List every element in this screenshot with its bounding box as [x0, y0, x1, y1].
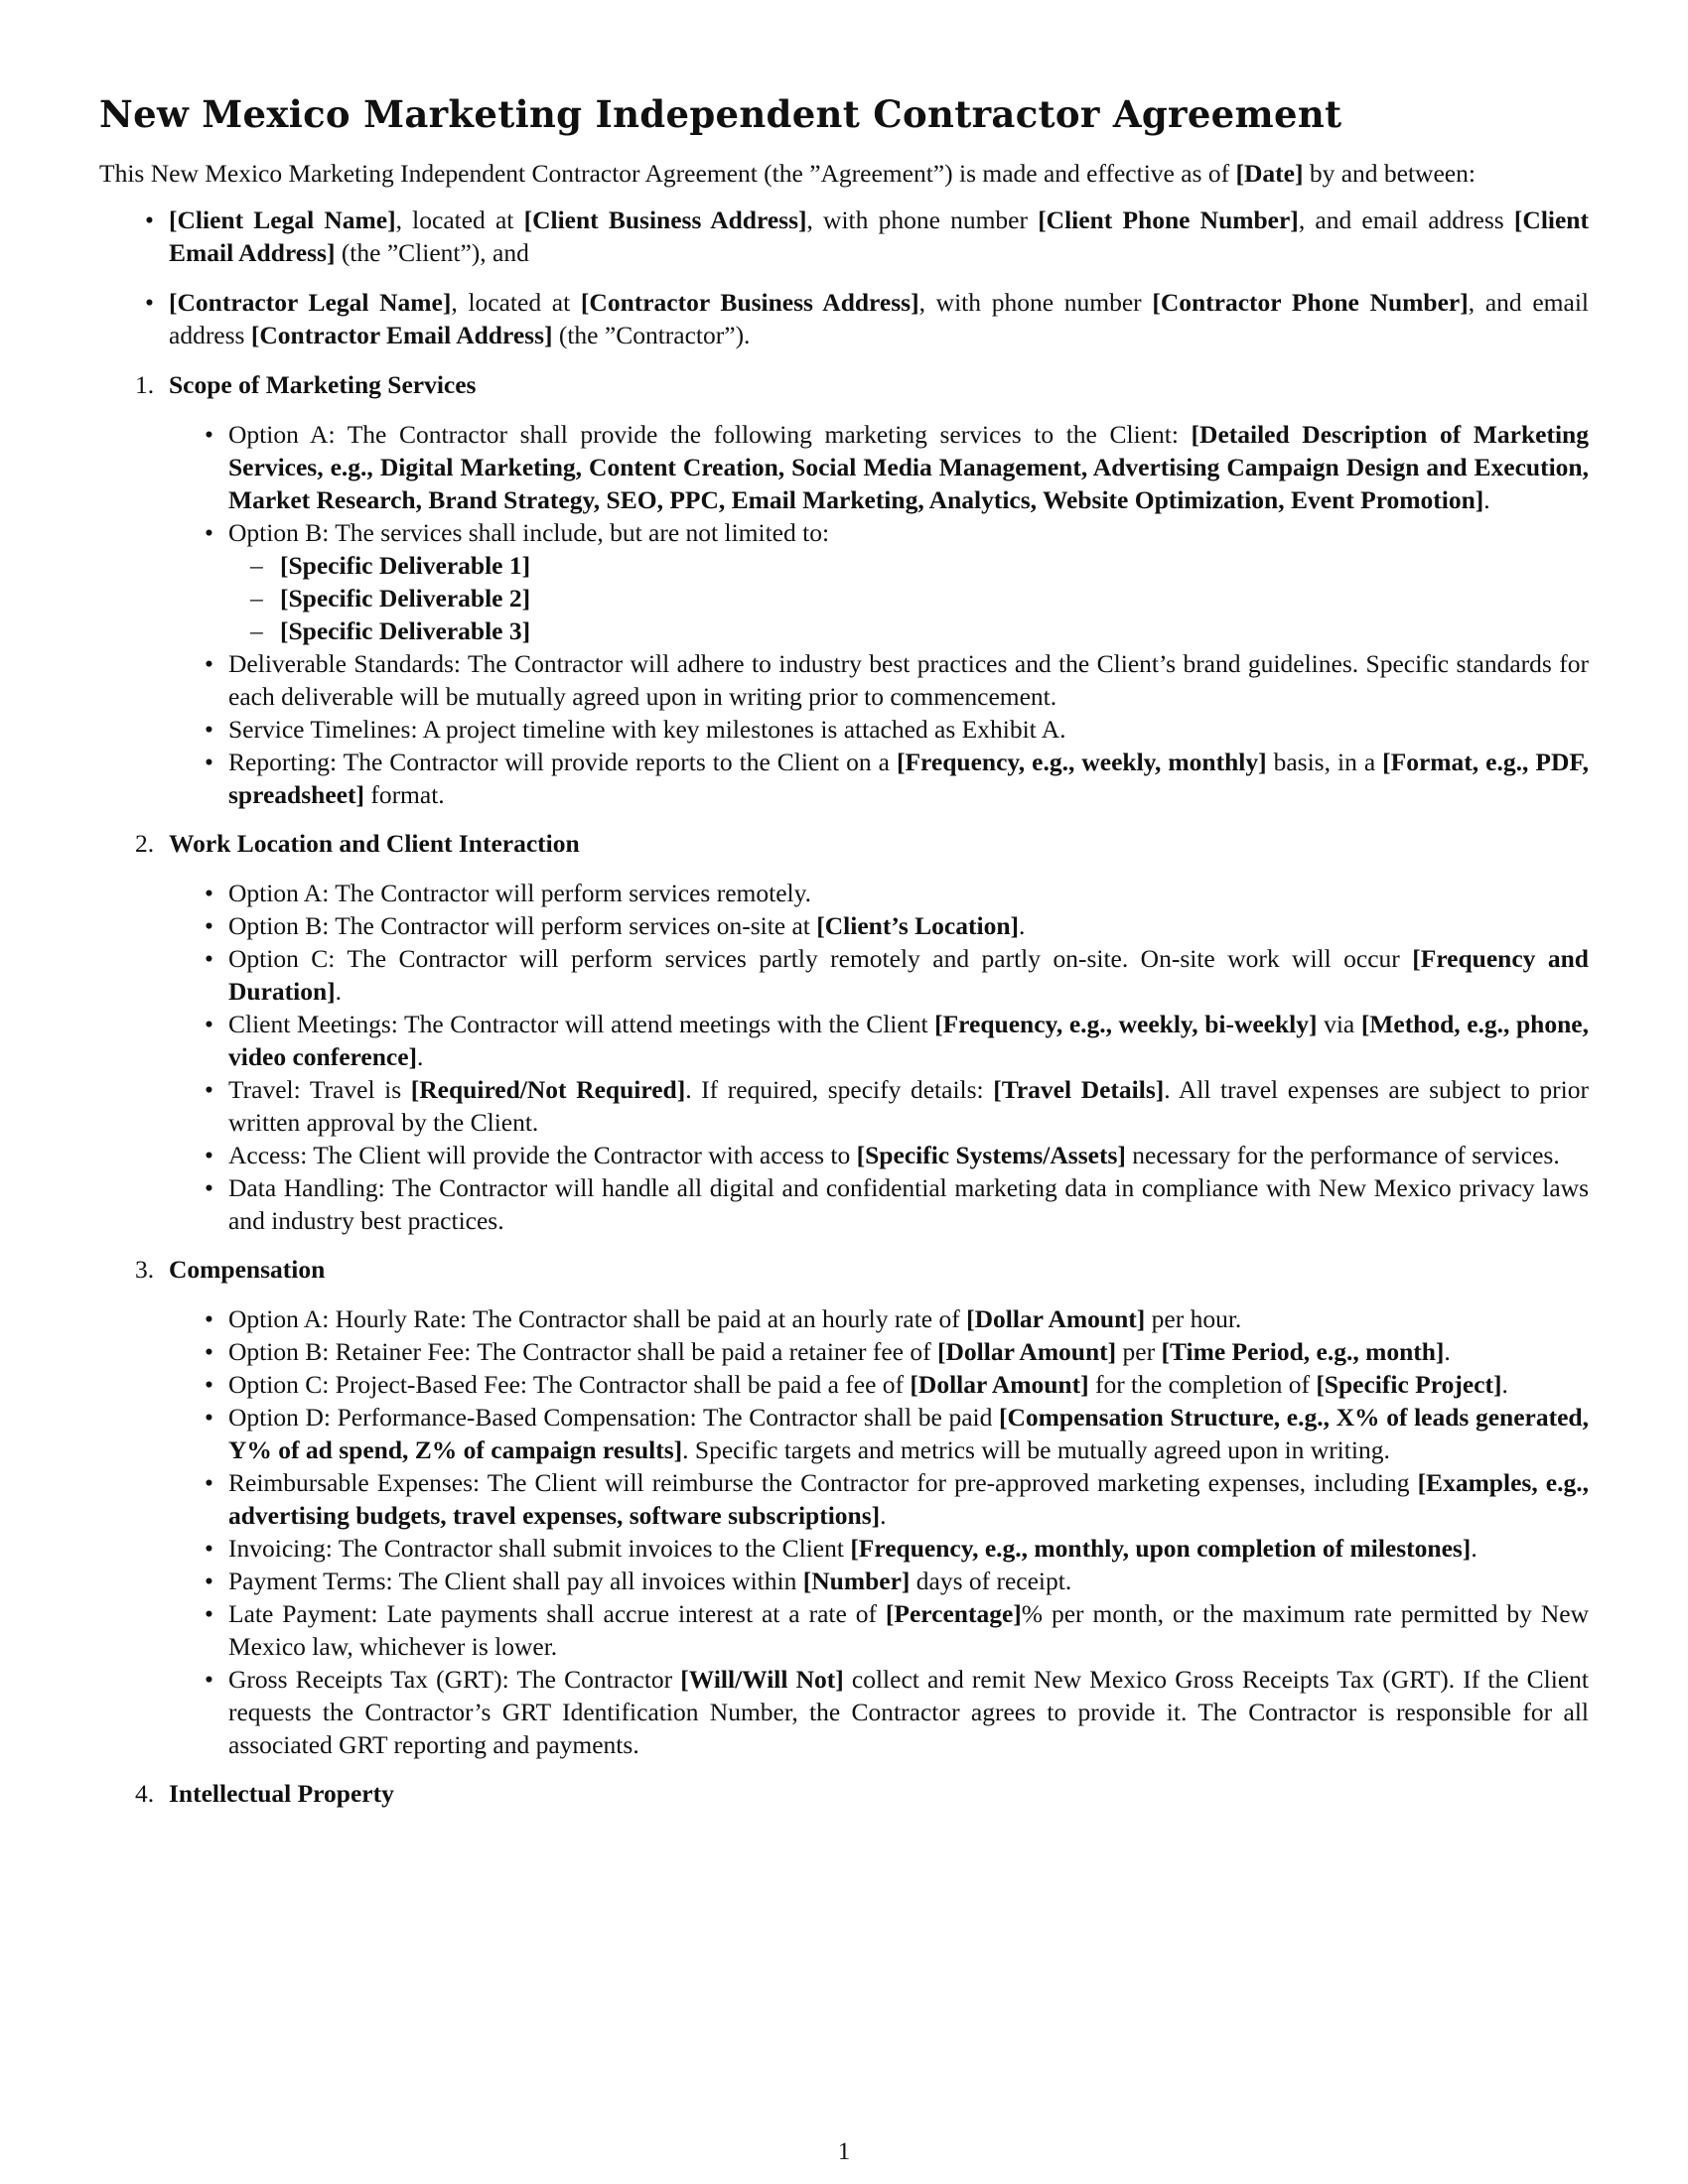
deliverable-item [228, 549, 1589, 582]
placeholder-field: [Client Phone Number] [1038, 205, 1299, 234]
section-number: 4. [135, 1779, 155, 1808]
placeholder-field: [Contractor Email Address] [250, 321, 553, 349]
clause-item: • Option B: The Contractor will perform services on-site at [Client’s Location]. [169, 909, 1589, 942]
placeholder-field: [Specific Deliverable 1] [280, 551, 531, 580]
placeholder-field: [Contractor Phone Number] [1152, 288, 1469, 317]
placeholder-field: [Time Period, e.g., month] [1161, 1337, 1445, 1366]
clause-item: • Option D: Performance-Based Compensation: The Contractor shall be paid [Compensation Structure, e.g., X% of leads generated, Y% of ad spend, Z% of campaign results]. Specific targets and metrics will be mutually agreed upon in writing. [169, 1401, 1589, 1466]
clause-item: • Option B: Retainer Fee: The Contractor shall be paid a retainer fee of [Dollar Amount] per [Time Period, e.g., month]. [169, 1335, 1589, 1368]
clause-item: • Option B: The services shall include, but are not limited to: – [Specific Deliverable 1] – [Specific Deliverable 2] – [Specific Deliverable 3] [169, 516, 1589, 647]
placeholder-field: [Examples, e.g., advertising budgets, travel expenses, software subscriptions] [228, 1468, 1589, 1530]
placeholder-field: [Client Business Address] [523, 205, 807, 234]
clause-item: • Option A: Hourly Rate: The Contractor shall be paid at an hourly rate of [Dollar Amount] per hour. [169, 1302, 1589, 1335]
placeholder-field: [Specific Deliverable 3] [280, 616, 531, 645]
section-1 [99, 368, 1589, 811]
clause-item: • Deliverable Standards: The Contractor will adhere to industry best practices and the Client’s brand guidelines. Specific standards for each deliverable will be mutually agreed upon in writing prior to commencement. [169, 647, 1589, 713]
document-title: New Mexico Marketing Independent Contractor Agreement [99, 92, 1342, 136]
placeholder-field: [Dollar Amount] [910, 1370, 1089, 1399]
section-number: 2. [135, 829, 155, 858]
clause-item: • Reporting: The Contractor will provide reports to the Client on a [Frequency, e.g., weekly, monthly] basis, in a [Format, e.g., PDF, spreadsheet] format. [169, 746, 1589, 811]
section-title: Intellectual Property [169, 1779, 394, 1808]
placeholder-field: [Client Email Address] [169, 205, 1589, 267]
clause-item: • Service Timelines: A project timeline with key milestones is attached as Exhibit A. [169, 713, 1589, 746]
section-number: 3. [135, 1255, 155, 1284]
section-title: Compensation [169, 1255, 326, 1284]
clause-item: • Option A: The Contractor shall provide the following marketing services to the Client: [Detailed Description of Marketing Services, e.g., Digital Marketing, Content Creation, Social Media Management, Advertising Campaign Design and Execution, Market Research, Brand Strategy, SEO, PPC, Email Marketing, Analytics, Website Optimization, Event Promotion]. [169, 418, 1589, 516]
placeholder-field: [Frequency, e.g., weekly, bi-weekly] [934, 1010, 1318, 1038]
placeholder-field: [Number] [802, 1567, 911, 1595]
deliverables-list [228, 549, 1589, 647]
clause-item: • Data Handling: The Contractor will handle all digital and confidential marketing data in compliance with New Mexico privacy laws and industry best practices. [169, 1171, 1589, 1237]
placeholder-field: [Contractor Business Address] [580, 288, 919, 317]
section-items [169, 418, 1589, 811]
parties-list [99, 204, 1589, 351]
placeholder-field: [Required/Not Required] [410, 1075, 686, 1104]
placeholder-field: [Specific Deliverable 2] [280, 584, 531, 613]
placeholder-field: [Date] [1235, 159, 1304, 188]
section-3 [99, 1253, 1589, 1761]
clause-item: • Option C: Project-Based Fee: The Contractor shall be paid a fee of [Dollar Amount] for the completion of [Specific Project]. [169, 1368, 1589, 1401]
placeholder-field: [Specific Project] [1316, 1370, 1502, 1399]
section-items [169, 877, 1589, 1237]
clause-item: • Gross Receipts Tax (GRT): The Contractor [Will/Will Not] collect and remit New Mexico Gross Receipts Tax (GRT). If the Client requests the Contractor’s GRT Identification Number, the Contractor agrees to provide it. The Contractor is responsible for all associated GRT reporting and payments. [169, 1663, 1589, 1761]
placeholder-field: [Format, e.g., PDF, spreadsheet] [228, 748, 1589, 809]
clause-item: • Option A: The Contractor will perform services remotely. [169, 877, 1589, 909]
placeholder-field: [Client’s Location] [816, 911, 1020, 940]
section-title: Scope of Marketing Services [169, 370, 477, 399]
placeholder-field: [Method, e.g., phone, video conference] [228, 1010, 1589, 1071]
placeholder-field: [Specific Systems/Assets] [856, 1141, 1126, 1169]
page-number: 1 [837, 2138, 851, 2165]
placeholder-field: [Percentage] [885, 1599, 1022, 1628]
party-client: • [Client Legal Name], located at [Client Business Address], with phone number [Client Phone Number], and email address [Client Email Address] (the ”Client”), and [99, 204, 1589, 269]
document-page [99, 77, 1589, 1827]
section-items [169, 1302, 1589, 1761]
section-4 [99, 1777, 1589, 1810]
clause-item: • Option C: The Contractor will perform services partly remotely and partly on-site. On-site work will occur [Frequency and Duration]. [169, 942, 1589, 1008]
sections-list [99, 368, 1589, 1810]
placeholder-field: [Detailed Description of Marketing Services, e.g., Digital Marketing, Content Creation, Social Media Management, Advertising Campaign Design and Execution, Market Research, Brand Strategy, SEO, PPC, Email Marketing, Analytics, Website Optimization, Event Promotion] [228, 420, 1589, 514]
section-title: Work Location and Client Interaction [169, 829, 580, 858]
placeholder-field: [Travel Details] [993, 1075, 1165, 1104]
clause-item: • Client Meetings: The Contractor will attend meetings with the Client [Frequency, e.g., weekly, bi-weekly] via [Method, e.g., phone, video conference]. [169, 1008, 1589, 1073]
placeholder-field: [Dollar Amount] [966, 1304, 1146, 1333]
placeholder-field: [Dollar Amount] [937, 1337, 1117, 1366]
placeholder-field: [Client Legal Name] [169, 205, 396, 234]
placeholder-field: [Compensation Structure, e.g., X% of leads generated, Y% of ad spend, Z% of campaign results] [228, 1403, 1589, 1464]
placeholder-field: [Frequency, e.g., monthly, upon completion of milestones] [850, 1534, 1472, 1563]
deliverable-item [228, 582, 1589, 614]
clause-item: • Reimbursable Expenses: The Client will reimburse the Contractor for pre-approved marketing expenses, including [Examples, e.g., advertising budgets, travel expenses, software subscriptions]. [169, 1466, 1589, 1532]
clause-item: • Invoicing: The Contractor shall submit invoices to the Client [Frequency, e.g., monthly, upon completion of milestones]. [169, 1532, 1589, 1565]
party-contractor: • [Contractor Legal Name], located at [Contractor Business Address], with phone number [Contractor Phone Number], and email address [Contractor Email Address] (the ”Contractor”). [99, 286, 1589, 351]
placeholder-field: [Frequency and Duration] [228, 944, 1589, 1006]
section-number: 1. [135, 370, 155, 399]
clause-item: • Access: The Client will provide the Contractor with access to [Specific Systems/Assets] necessary for the performance of services. [169, 1139, 1589, 1171]
clause-item: • Payment Terms: The Client shall pay all invoices within [Number] days of receipt. [169, 1565, 1589, 1597]
deliverable-item [228, 614, 1589, 647]
placeholder-field: [Will/Will Not] [680, 1665, 844, 1694]
placeholder-field: [Contractor Legal Name] [169, 288, 452, 317]
intro-paragraph: This New Mexico Marketing Independent Contractor Agreement (the ”Agreement”) is made and effective as of [Date] by and between: [99, 159, 1476, 188]
placeholder-field: [Frequency, e.g., weekly, monthly] [896, 748, 1267, 776]
section-2 [99, 827, 1589, 1237]
clause-item: • Late Payment: Late payments shall accrue interest at a rate of [Percentage]% per month, or the maximum rate permitted by New Mexico law, whichever is lower. [169, 1597, 1589, 1663]
clause-item: • Travel: Travel is [Required/Not Required]. If required, specify details: [Travel Details]. All travel expenses are subject to prior written approval by the Client. [169, 1073, 1589, 1139]
